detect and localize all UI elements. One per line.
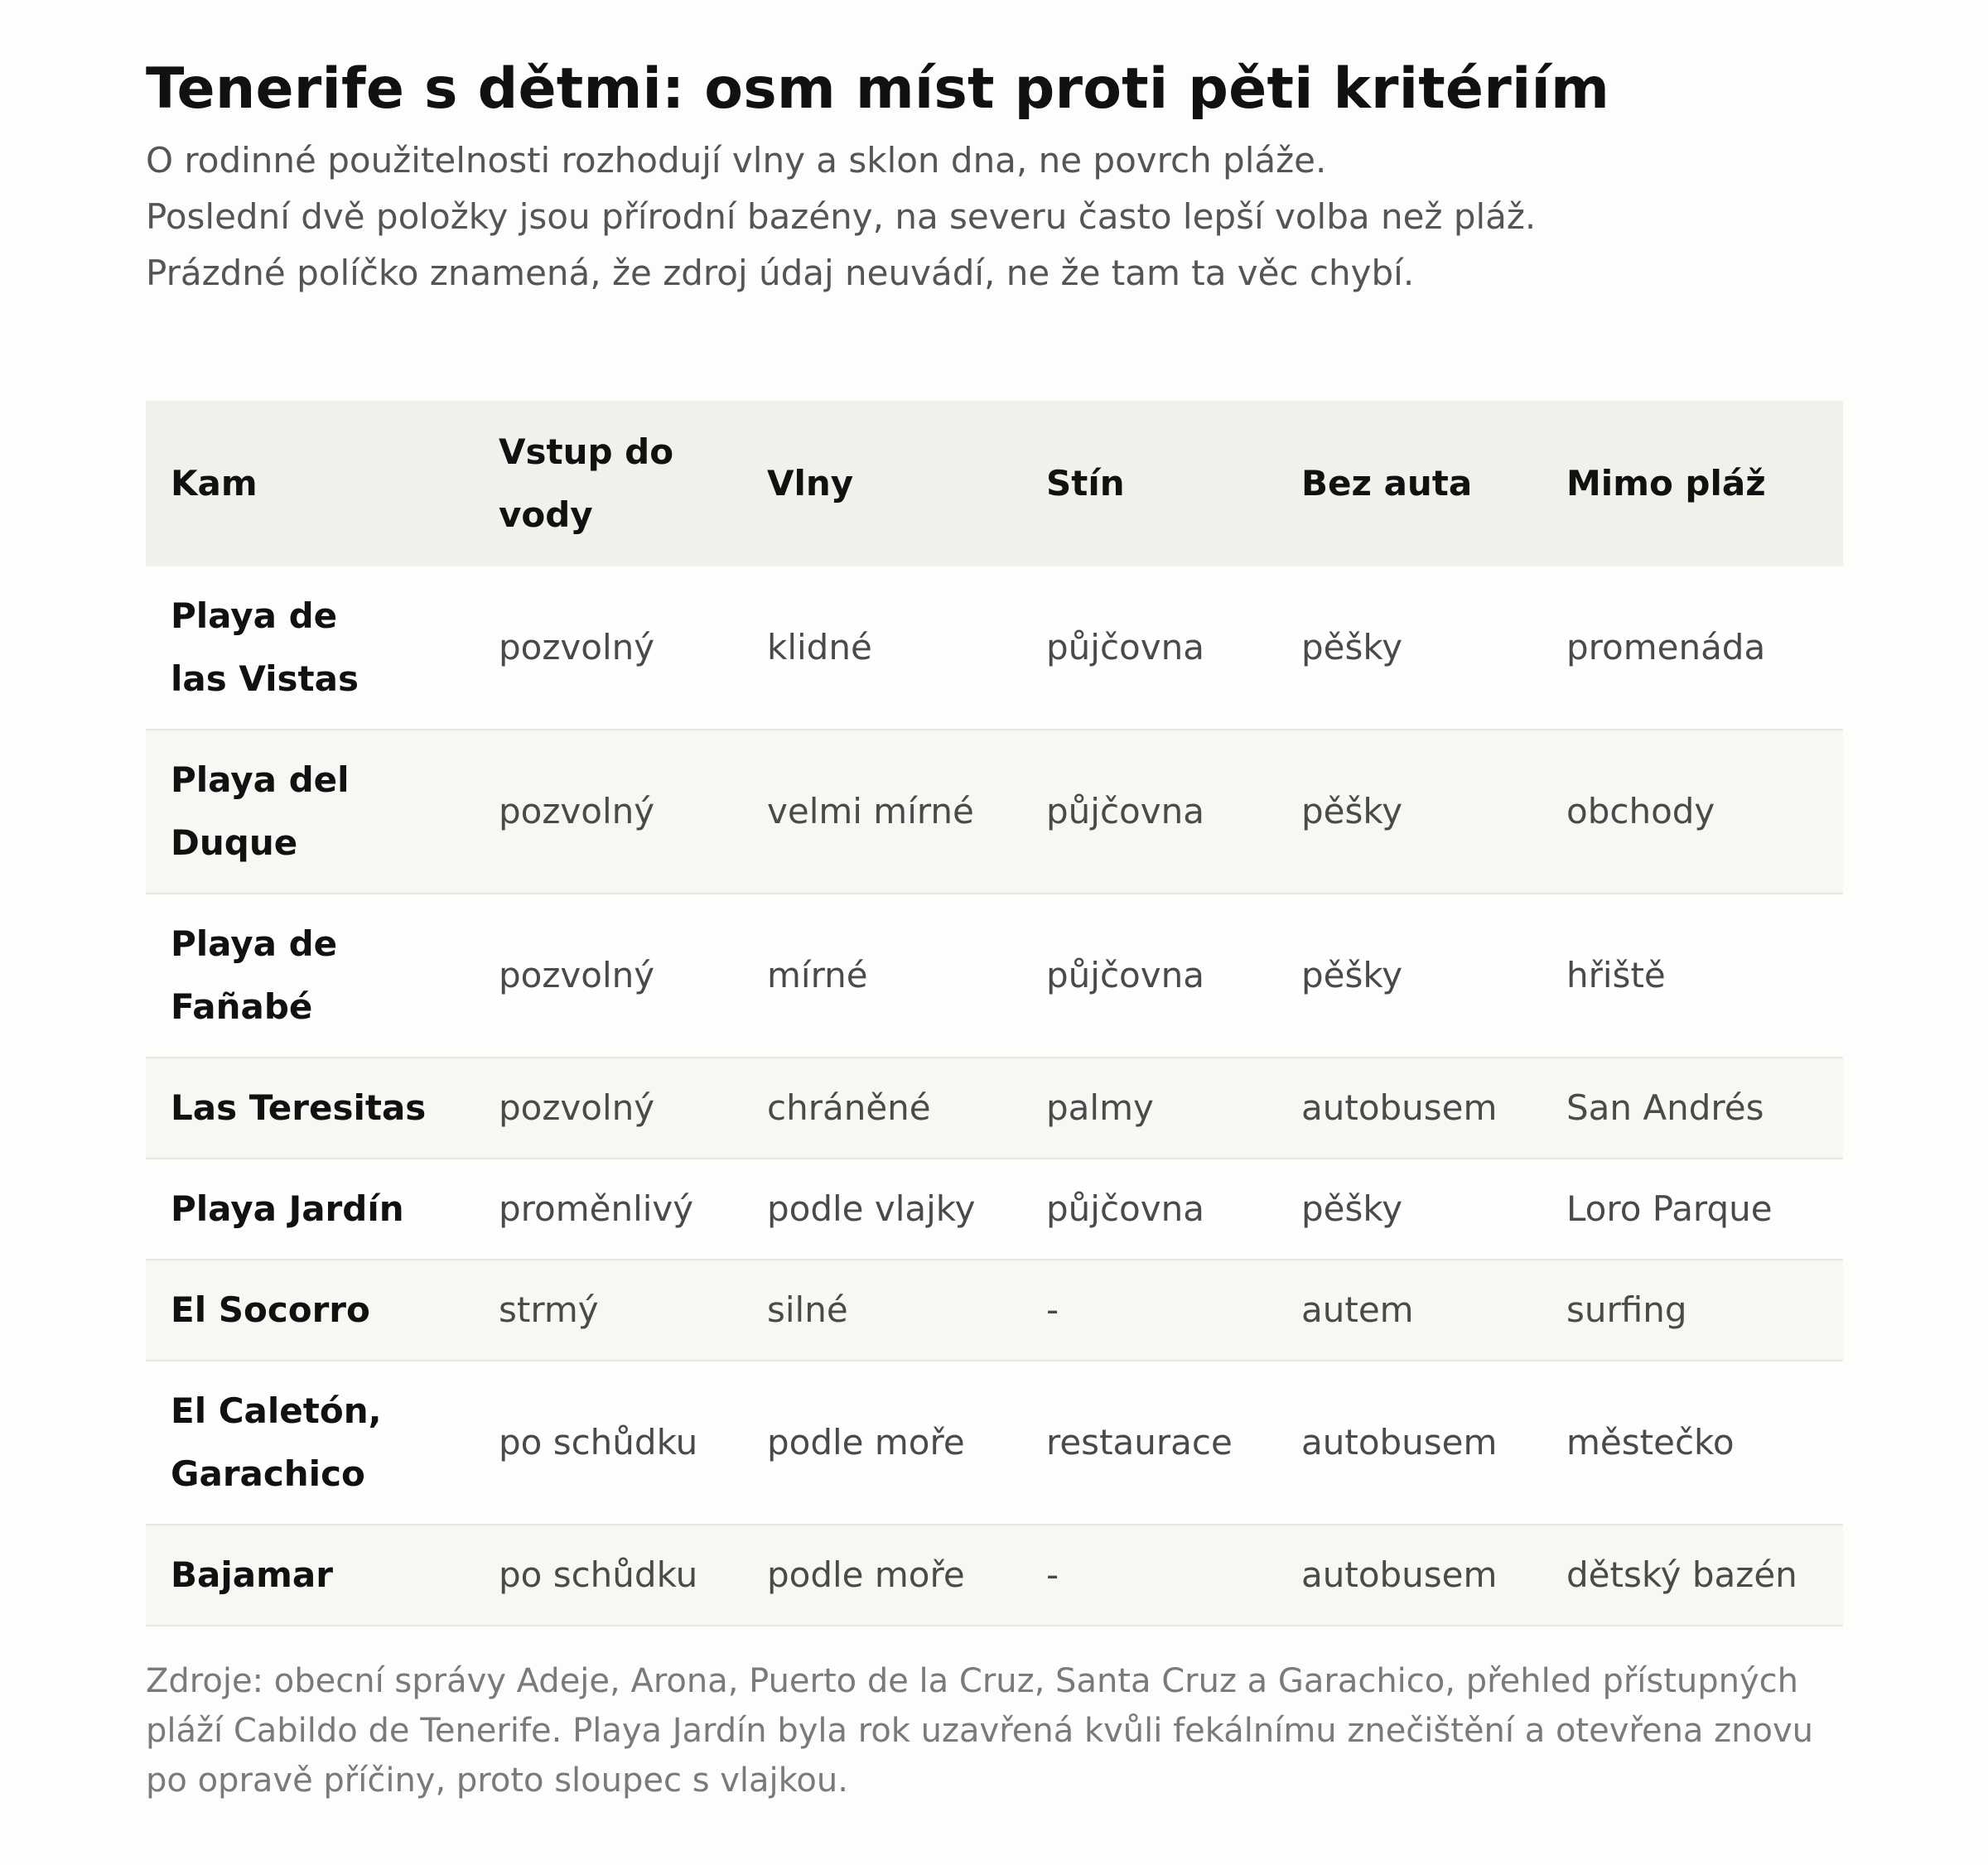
table-row: [146, 730, 1843, 894]
cell-waves: velmi mírné: [742, 730, 1021, 894]
cell-off-beach: San Andrés: [1542, 1058, 1843, 1159]
table-row: [146, 1525, 1843, 1626]
cell-no-car: autobusem: [1276, 1058, 1542, 1159]
cell-off-beach: dětský bazén: [1542, 1525, 1843, 1626]
cell-off-beach: Loro Parque: [1542, 1159, 1843, 1260]
cell-place: Playa Jardín: [146, 1159, 474, 1260]
cell-place: Playa del Duque: [146, 730, 474, 894]
cell-waves: podle moře: [742, 1525, 1021, 1626]
cell-entry: po schůdku: [474, 1525, 742, 1626]
cell-entry: strmý: [474, 1260, 742, 1361]
column-header-stin: Stín: [1046, 463, 1125, 504]
intro-line: Poslední dvě položky jsou přírodní bazény, na severu často lepší volba než pláž.: [146, 196, 1537, 237]
cell-entry: pozvolný: [474, 894, 742, 1058]
cell-entry: pozvolný: [474, 1058, 742, 1159]
cell-no-car: autobusem: [1276, 1361, 1542, 1525]
table-row: [146, 1058, 1843, 1159]
table-row: [146, 566, 1843, 730]
table-row: [146, 1260, 1843, 1361]
cell-entry: proměnlivý: [474, 1159, 742, 1260]
cell-place: El Socorro: [146, 1260, 474, 1361]
cell-waves: silné: [742, 1260, 1021, 1361]
cell-off-beach: promenáda: [1542, 566, 1843, 730]
cell-place: Playa de las Vistas: [146, 566, 474, 730]
cell-shade: -: [1021, 1260, 1276, 1361]
comparison-table: [146, 401, 1843, 1626]
cell-waves: klidné: [742, 566, 1021, 730]
cell-off-beach: městečko: [1542, 1361, 1843, 1525]
cell-entry: po schůdku: [474, 1361, 742, 1525]
cell-place: Bajamar: [146, 1525, 474, 1626]
table-row: [146, 1159, 1843, 1260]
cell-off-beach: obchody: [1542, 730, 1843, 894]
table-header-row: [146, 401, 1843, 566]
cell-waves: chráněné: [742, 1058, 1021, 1159]
column-header-vstup: Vstup do vody: [499, 431, 674, 535]
source-footnote: Zdroje: obecní správy Adeje, Arona, Puerto de la Cruz, Santa Cruz a Garachico, přehled přístupných pláží Cabildo de Tenerife. Playa Jardín byla rok uzavřená kvůli fekálnímu znečištění a otevřena znovu po opravě příčiny, proto sloupec s vlajkou.: [146, 1662, 1813, 1800]
cell-shade: restaurace: [1021, 1361, 1276, 1525]
cell-no-car: pěšky: [1276, 894, 1542, 1058]
cell-entry: pozvolný: [474, 566, 742, 730]
cell-waves: mírné: [742, 894, 1021, 1058]
cell-no-car: autem: [1276, 1260, 1542, 1361]
cell-no-car: autobusem: [1276, 1525, 1542, 1626]
cell-shade: -: [1021, 1525, 1276, 1626]
cell-waves: podle vlajky: [742, 1159, 1021, 1260]
cell-shade: půjčovna: [1021, 1159, 1276, 1260]
page-title: Tenerife s dětmi: osm míst proti pěti kritériím: [146, 56, 1610, 122]
cell-shade: půjčovna: [1021, 730, 1276, 894]
cell-waves: podle moře: [742, 1361, 1021, 1525]
cell-shade: půjčovna: [1021, 894, 1276, 1058]
cell-shade: půjčovna: [1021, 566, 1276, 730]
table-body: [146, 566, 1843, 1626]
column-header-bez-auta: Bez auta: [1301, 463, 1473, 504]
table-header: [146, 401, 1843, 566]
cell-no-car: pěšky: [1276, 730, 1542, 894]
cell-off-beach: hřiště: [1542, 894, 1843, 1058]
cell-no-car: pěšky: [1276, 1159, 1542, 1260]
intro: [146, 133, 1842, 301]
column-header-kam: Kam: [171, 463, 258, 504]
table-row: [146, 894, 1843, 1058]
column-header-mimo-plaz: Mimo pláž: [1566, 463, 1766, 504]
cell-no-car: pěšky: [1276, 566, 1542, 730]
cell-place: Las Teresitas: [146, 1058, 474, 1159]
cell-off-beach: surfing: [1542, 1260, 1843, 1361]
cell-shade: palmy: [1021, 1058, 1276, 1159]
cell-place: Playa de Fañabé: [146, 894, 474, 1058]
cell-entry: pozvolný: [474, 730, 742, 894]
intro-line: O rodinné použitelnosti rozhodují vlny a sklon dna, ne povrch pláže.: [146, 140, 1327, 181]
column-header-vlny: Vlny: [767, 463, 854, 504]
cell-place: El Caletón, Garachico: [146, 1361, 474, 1525]
table-row: [146, 1361, 1843, 1525]
intro-line: Prázdné políčko znamená, že zdroj údaj neuvádí, ne že tam ta věc chybí.: [146, 253, 1415, 293]
